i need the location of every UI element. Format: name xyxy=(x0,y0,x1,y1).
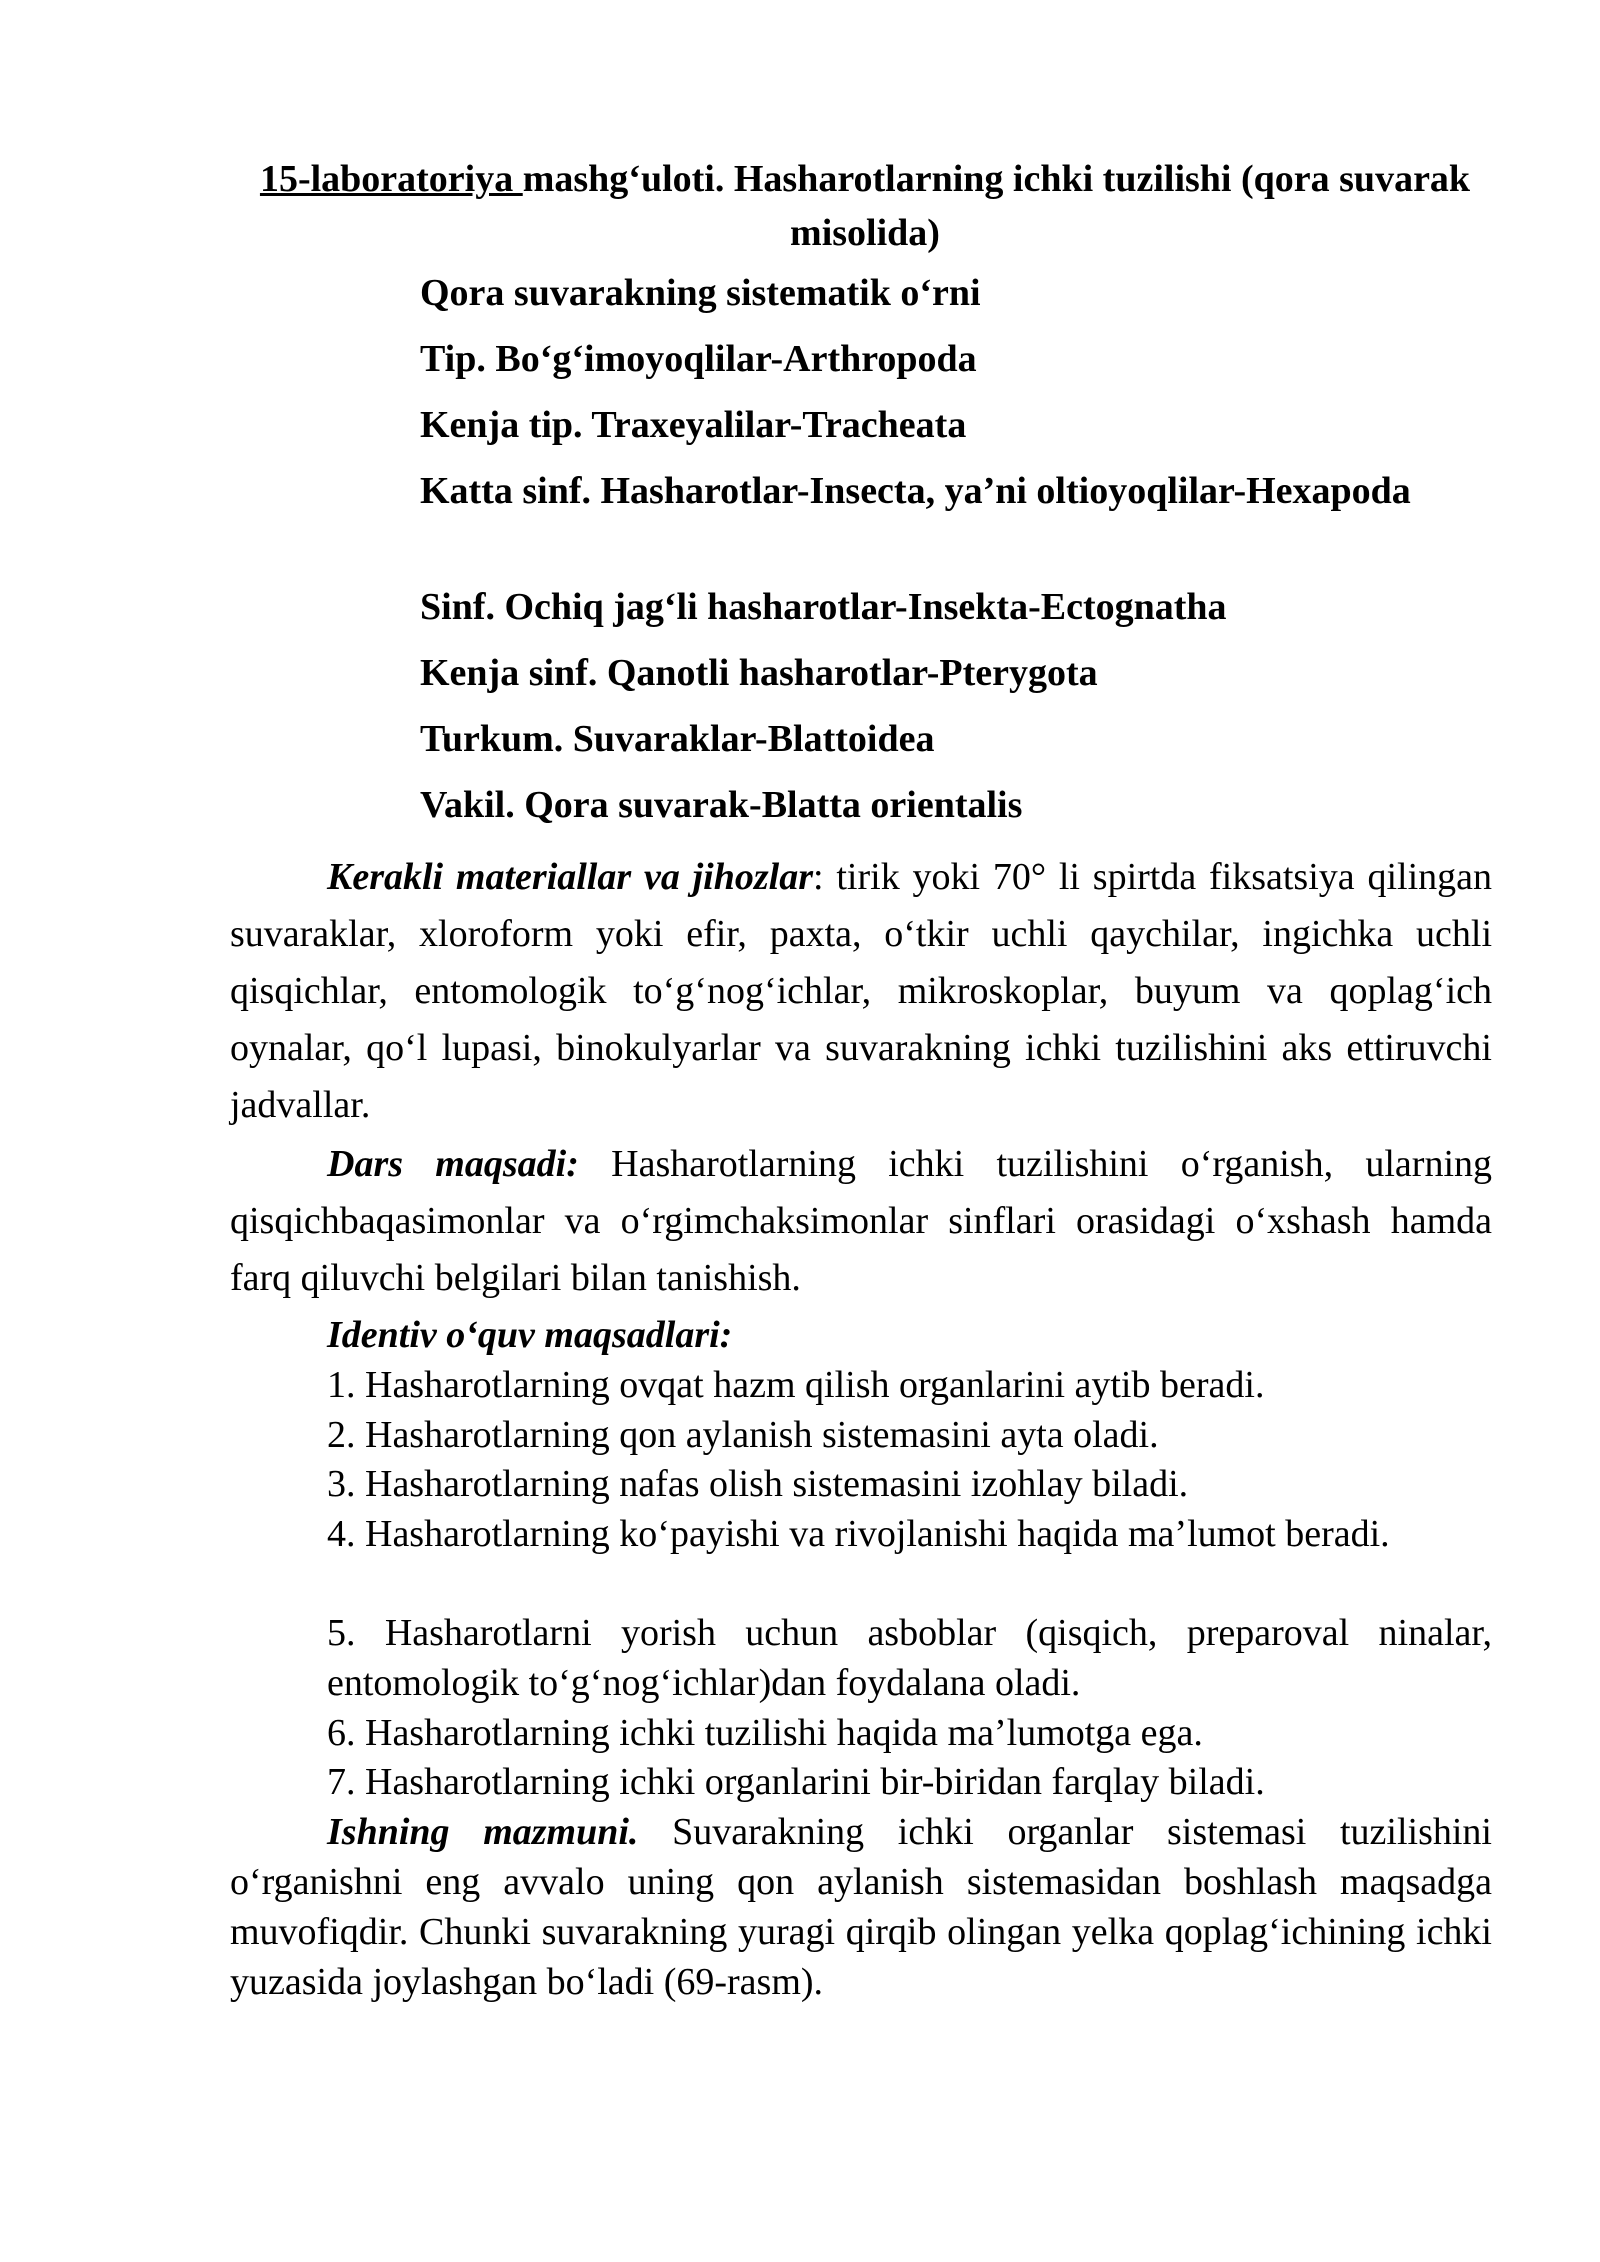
objective-item: 6. Hasharotlarning ichki tuzilishi haqida ma’lumotga ega. xyxy=(327,1712,1203,1754)
objective-item: 2. Hasharotlarning qon aylanish sistemasini ayta oladi. xyxy=(327,1414,1159,1456)
systematics-kenja-tip: Kenja tip. Traxeyalilar-Tracheata xyxy=(420,404,967,446)
materials-paragraph xyxy=(230,849,1492,1134)
materials-lead: Kerakli materiallar va jihozlar xyxy=(327,856,814,898)
systematics-kenja-sinf: Kenja sinf. Qanotli hasharotlar-Pterygota xyxy=(420,652,1098,694)
systematics-turkum: Turkum. Suvaraklar-Blattoidea xyxy=(420,718,935,760)
page-title xyxy=(230,152,1500,260)
title-lab-number: 15-laboratoriya xyxy=(259,158,523,200)
title-text: mashg‘uloti. Hasharotlarning ichki tuzilishi (qora suvarak misolida) xyxy=(522,158,1471,254)
systematics-vakil: Vakil. Qora suvarak-Blatta orientalis xyxy=(420,784,1023,826)
content-text: Suvarakning ichki organlar sistemasi tuzilishini o‘rganishni eng avvalo uning qon aylanish sistemasidan boshlash maqsadga muvofiqdir. Chunki suvarakning yuragi qirqib olingan yelka qoplag‘ichining ichki yuzasida joylashgan bo‘ladi (69-rasm). xyxy=(230,1811,1492,2003)
objective-item: 5. Hasharotlarni yorish uchun asboblar (qisqich, preparoval ninalar, entomologik to‘g‘nog‘ichlar)dan foydalana oladi. xyxy=(327,1612,1492,1704)
objective-item: 3. Hasharotlarning nafas olish sistemasini izohlay biladi. xyxy=(327,1463,1189,1505)
systematics-sinf: Sinf. Ochiq jag‘li hasharotlar-Insekta-Ectognatha xyxy=(420,586,1227,628)
objective-item: 1. Hasharotlarning ovqat hazm qilish organlarini aytib beradi. xyxy=(327,1364,1265,1406)
objective-item: 7. Hasharotlarning ichki organlarini bir-biridan farqlay biladi. xyxy=(327,1761,1265,1803)
goal-text: Hasharotlarning ichki tuzilishini o‘rganish, ularning qisqichbaqasimonlar va o‘rgimchaksimonlar sinflari orasidagi o‘xshash hamda farq qiluvchi belgilari bilan tanishish. xyxy=(230,1143,1493,1299)
content-lead: Ishning mazmuni. xyxy=(327,1811,639,1853)
objective-item: 4. Hasharotlarning ko‘payishi va rivojlanishi haqida ma’lumot beradi. xyxy=(327,1513,1390,1555)
systematics-tip: Tip. Bo‘g‘imoyoqlilar-Arthropoda xyxy=(420,338,977,380)
materials-text: : tirik yoki 70° li spirtda fiksatsiya qilingan suvaraklar, xloroform yoki efir, paxta, o‘tkir uchli qaychilar, ingichka uchli qisqichlar, entomologik to‘g‘nog‘ichlar, mikroskoplar, buyum va qoplag‘ich oynalar, qo‘l lupasi, binokulyarlar va suvarakning ichki tuzilishini aks ettiruvchi jadvallar. xyxy=(230,856,1492,1126)
goal-paragraph xyxy=(230,1136,1492,1307)
systematics-katta-sinf: Katta sinf. Hasharotlar-Insecta, ya’ni oltioyoqlilar-Hexapoda xyxy=(420,470,1411,512)
objectives-heading: Identiv o‘quv maqsadlari: xyxy=(327,1314,733,1356)
goal-lead: Dars maqsadi: xyxy=(327,1143,579,1185)
content-paragraph xyxy=(230,1807,1492,2007)
systematics-heading: Qora suvarakning sistematik o‘rni xyxy=(420,272,981,314)
